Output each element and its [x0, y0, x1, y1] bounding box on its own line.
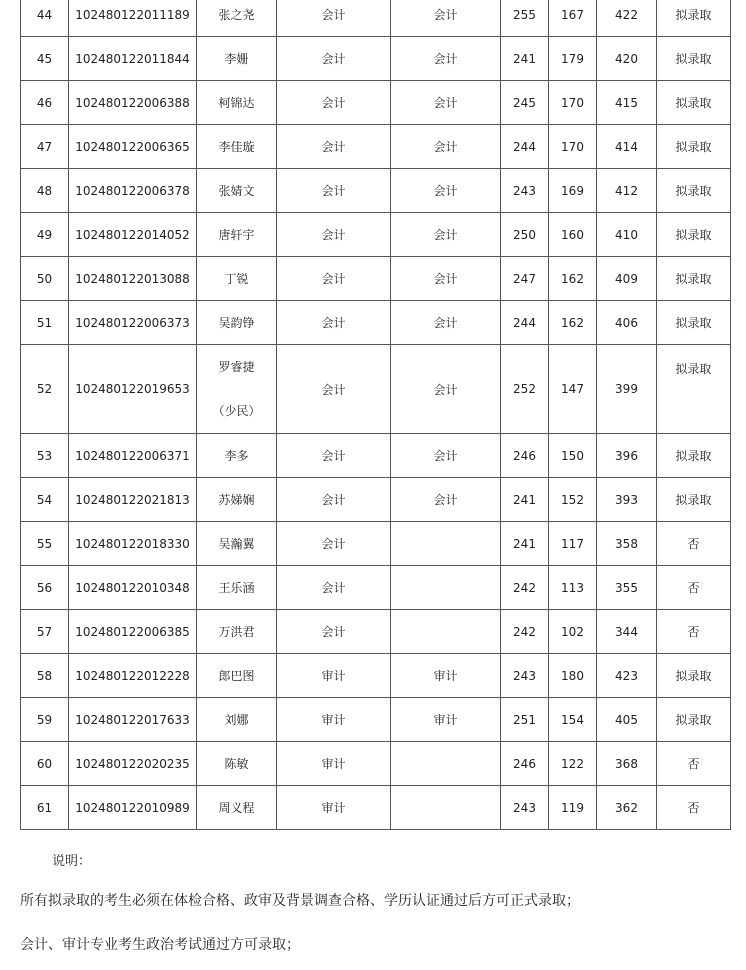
- cell-no: 53: [21, 434, 69, 478]
- cell-department: 审计: [277, 742, 391, 786]
- cell-score-1: 250: [501, 213, 549, 257]
- table-row: [21, 654, 731, 698]
- table-row: [21, 213, 731, 257]
- cell-no: 47: [21, 125, 69, 169]
- cell-score-2: 170: [549, 81, 597, 125]
- cell-major: [391, 610, 501, 654]
- cell-major: 会计: [391, 434, 501, 478]
- cell-status: 否: [657, 566, 731, 610]
- cell-major: [391, 566, 501, 610]
- table-row: [21, 169, 731, 213]
- cell-status: 否: [657, 786, 731, 830]
- cell-department: 会计: [277, 434, 391, 478]
- cell-exam-id: 102480122006371: [69, 434, 197, 478]
- cell-score-2: 147: [549, 345, 597, 434]
- table-row: [21, 698, 731, 742]
- cell-major: 会计: [391, 37, 501, 81]
- cell-status: 拟录取: [657, 698, 731, 742]
- cell-score-2: 152: [549, 478, 597, 522]
- cell-score-2: 119: [549, 786, 597, 830]
- cell-score-2: 102: [549, 610, 597, 654]
- cell-score-2: 180: [549, 654, 597, 698]
- cell-name: 郎巴图: [197, 654, 277, 698]
- cell-exam-id: 102480122006388: [69, 81, 197, 125]
- cell-major: 会计: [391, 81, 501, 125]
- table-row: [21, 345, 731, 434]
- cell-status: 拟录取: [657, 125, 731, 169]
- cell-total: 396: [597, 434, 657, 478]
- cell-exam-id: 102480122021813: [69, 478, 197, 522]
- table-row: [21, 257, 731, 301]
- cell-department: 会计: [277, 610, 391, 654]
- cell-exam-id: 102480122011844: [69, 37, 197, 81]
- cell-name: 周义程: [197, 786, 277, 830]
- cell-department: 会计: [277, 37, 391, 81]
- cell-exam-id: 102480122017633: [69, 698, 197, 742]
- cell-name: 王乐涵: [197, 566, 277, 610]
- cell-score-1: 251: [501, 698, 549, 742]
- cell-status: 拟录取: [657, 169, 731, 213]
- cell-major: 审计: [391, 698, 501, 742]
- cell-score-2: 122: [549, 742, 597, 786]
- cell-status: 拟录取: [657, 654, 731, 698]
- cell-no: 44: [21, 0, 69, 37]
- cell-score-1: 247: [501, 257, 549, 301]
- cell-major: 会计: [391, 125, 501, 169]
- cell-score-1: 241: [501, 37, 549, 81]
- cell-department: 会计: [277, 345, 391, 434]
- cell-total: 406: [597, 301, 657, 345]
- cell-total: 409: [597, 257, 657, 301]
- table-row: [21, 478, 731, 522]
- cell-no: 57: [21, 610, 69, 654]
- cell-exam-id: 102480122006378: [69, 169, 197, 213]
- table-row: [21, 742, 731, 786]
- cell-total: 358: [597, 522, 657, 566]
- cell-department: 会计: [277, 125, 391, 169]
- note-line-1: 所有拟录取的考生必须在体检合格、政审及背景调查合格、学历认证通过后方可正式录取；: [20, 893, 580, 909]
- cell-department: 审计: [277, 654, 391, 698]
- cell-total: 415: [597, 81, 657, 125]
- cell-total: 405: [597, 698, 657, 742]
- cell-score-1: 243: [501, 786, 549, 830]
- cell-no: 46: [21, 81, 69, 125]
- cell-major: 会计: [391, 213, 501, 257]
- cell-department: 会计: [277, 522, 391, 566]
- cell-score-1: 242: [501, 566, 549, 610]
- cell-name: 刘娜: [197, 698, 277, 742]
- cell-exam-id: 102480122012228: [69, 654, 197, 698]
- cell-total: 393: [597, 478, 657, 522]
- cell-department: 审计: [277, 698, 391, 742]
- cell-status: 拟录取: [657, 301, 731, 345]
- cell-status: 否: [657, 742, 731, 786]
- table-row: [21, 301, 731, 345]
- cell-exam-id: 102480122011189: [69, 0, 197, 37]
- cell-total: 362: [597, 786, 657, 830]
- cell-department: 会计: [277, 301, 391, 345]
- cell-department: 会计: [277, 81, 391, 125]
- cell-exam-id: 102480122013088: [69, 257, 197, 301]
- cell-status: 拟录取: [657, 434, 731, 478]
- cell-name: 张婧文: [197, 169, 277, 213]
- cell-score-2: 167: [549, 0, 597, 37]
- cell-name: 李姗: [197, 37, 277, 81]
- cell-name: 苏娣娴: [197, 478, 277, 522]
- cell-no: 45: [21, 37, 69, 81]
- cell-department: 会计: [277, 478, 391, 522]
- cell-status: 拟录取: [657, 257, 731, 301]
- cell-score-1: 245: [501, 81, 549, 125]
- cell-department: 审计: [277, 786, 391, 830]
- cell-major: 会计: [391, 0, 501, 37]
- cell-score-1: 241: [501, 478, 549, 522]
- cell-score-2: 170: [549, 125, 597, 169]
- cell-score-2: 150: [549, 434, 597, 478]
- cell-score-1: 241: [501, 522, 549, 566]
- table-row: [21, 610, 731, 654]
- cell-score-2: 113: [549, 566, 597, 610]
- cell-exam-id: 102480122020235: [69, 742, 197, 786]
- table-row: [21, 434, 731, 478]
- cell-score-2: 160: [549, 213, 597, 257]
- cell-major: 审计: [391, 654, 501, 698]
- cell-name: 丁锐: [197, 257, 277, 301]
- cell-score-2: 179: [549, 37, 597, 81]
- cell-name: 李多: [197, 434, 277, 478]
- table-body: [21, 0, 731, 830]
- cell-status: 拟录取: [657, 0, 731, 37]
- table-row: [21, 81, 731, 125]
- cell-major: 会计: [391, 169, 501, 213]
- cell-status: 否: [657, 610, 731, 654]
- cell-name: 吴瀚翼: [197, 522, 277, 566]
- cell-name: 万洪君: [197, 610, 277, 654]
- cell-major: [391, 522, 501, 566]
- table-row: [21, 522, 731, 566]
- cell-score-1: 243: [501, 654, 549, 698]
- cell-major: 会计: [391, 345, 501, 434]
- cell-no: 50: [21, 257, 69, 301]
- note-line-2: 会计、审计专业考生政治考试通过方可录取；: [20, 937, 300, 953]
- cell-exam-id: 102480122006385: [69, 610, 197, 654]
- table-row: [21, 125, 731, 169]
- cell-total: 414: [597, 125, 657, 169]
- table-row: [21, 37, 731, 81]
- admission-table: [20, 0, 731, 830]
- cell-name-main: 罗睿捷: [218, 360, 255, 374]
- cell-score-2: 154: [549, 698, 597, 742]
- cell-score-1: 252: [501, 345, 549, 434]
- cell-exam-id: 102480122018330: [69, 522, 197, 566]
- cell-score-1: 244: [501, 125, 549, 169]
- cell-no: 48: [21, 169, 69, 213]
- cell-exam-id: 102480122006365: [69, 125, 197, 169]
- cell-status: [657, 345, 731, 434]
- cell-score-2: 169: [549, 169, 597, 213]
- cell-total: 344: [597, 610, 657, 654]
- cell-score-1: 246: [501, 434, 549, 478]
- table-row: [21, 566, 731, 610]
- cell-exam-id: 102480122010989: [69, 786, 197, 830]
- cell-score-1: 255: [501, 0, 549, 37]
- cell-name: 柯锦达: [197, 81, 277, 125]
- cell-no: 55: [21, 522, 69, 566]
- cell-department: 会计: [277, 566, 391, 610]
- cell-department: 会计: [277, 257, 391, 301]
- cell-no: 51: [21, 301, 69, 345]
- cell-total: 355: [597, 566, 657, 610]
- cell-exam-id: 102480122019653: [69, 345, 197, 434]
- notes-title: 说明：: [52, 854, 92, 869]
- cell-status: 拟录取: [657, 81, 731, 125]
- cell-name: 唐轩宇: [197, 213, 277, 257]
- cell-no: 58: [21, 654, 69, 698]
- cell-score-2: 162: [549, 257, 597, 301]
- cell-name: 吴韵铮: [197, 301, 277, 345]
- cell-exam-id: 102480122010348: [69, 566, 197, 610]
- cell-score-2: 117: [549, 522, 597, 566]
- cell-score-1: 243: [501, 169, 549, 213]
- cell-score-1: 242: [501, 610, 549, 654]
- cell-exam-id: 102480122006373: [69, 301, 197, 345]
- cell-department: 会计: [277, 0, 391, 37]
- cell-no: 61: [21, 786, 69, 830]
- cell-major: [391, 742, 501, 786]
- cell-total: 399: [597, 345, 657, 434]
- cell-total: 368: [597, 742, 657, 786]
- cell-no: 54: [21, 478, 69, 522]
- cell-name: 李佳璇: [197, 125, 277, 169]
- cell-no: 59: [21, 698, 69, 742]
- cell-major: 会计: [391, 257, 501, 301]
- cell-score-1: 244: [501, 301, 549, 345]
- cell-status: 拟录取: [657, 478, 731, 522]
- cell-name: 张之尧: [197, 0, 277, 37]
- cell-status: 否: [657, 522, 731, 566]
- cell-no: 52: [21, 345, 69, 434]
- cell-no: 60: [21, 742, 69, 786]
- cell-name: 陈敏: [197, 742, 277, 786]
- cell-status: 拟录取: [657, 37, 731, 81]
- cell-department: 会计: [277, 169, 391, 213]
- cell-score-2: 162: [549, 301, 597, 345]
- cell-status: 拟录取: [657, 213, 731, 257]
- cell-major: 会计: [391, 301, 501, 345]
- table-row: [21, 0, 731, 37]
- cell-score-1: 246: [501, 742, 549, 786]
- cell-name-note: （少民）: [212, 404, 261, 418]
- table-row: [21, 786, 731, 830]
- cell-total: 410: [597, 213, 657, 257]
- cell-total: 422: [597, 0, 657, 37]
- cell-total: 423: [597, 654, 657, 698]
- cell-no: 56: [21, 566, 69, 610]
- cell-department: 会计: [277, 213, 391, 257]
- cell-major: [391, 786, 501, 830]
- cell-name: [197, 345, 277, 434]
- cell-status-text: 拟录取: [675, 361, 712, 376]
- cell-exam-id: 102480122014052: [69, 213, 197, 257]
- cell-major: 会计: [391, 478, 501, 522]
- cell-no: 49: [21, 213, 69, 257]
- cell-total: 412: [597, 169, 657, 213]
- cell-total: 420: [597, 37, 657, 81]
